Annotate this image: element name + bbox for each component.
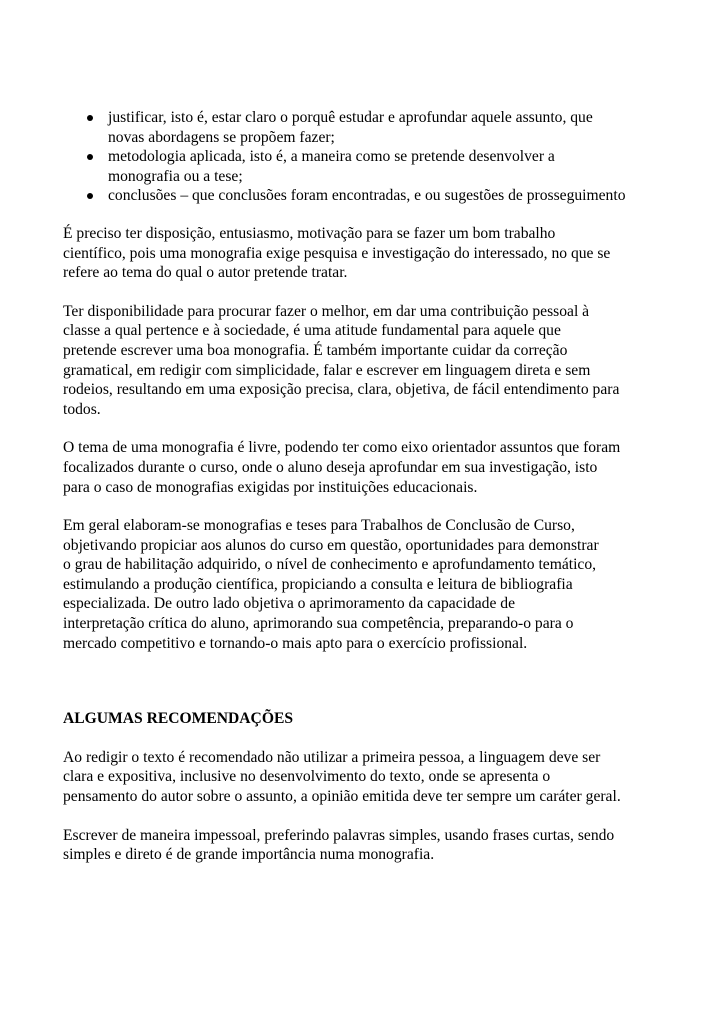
paragraph-line: pensamento do autor sobre o assunto, a opinião emitida deve ter sempre um caráter geral.	[63, 788, 621, 806]
paragraph-line: científico, pois uma monografia exige pesquisa e investigação do interessado, no que se	[63, 244, 611, 262]
paragraph-line: classe a qual pertence e à sociedade, é uma atitude fundamental para aquele que	[63, 322, 561, 340]
paragraph-line: rodeios, resultando em uma exposição precisa, clara, objetiva, de fácil entendimento para	[63, 381, 620, 399]
section-heading: ALGUMAS RECOMENDAÇÕES	[63, 710, 294, 728]
paragraph	[63, 748, 673, 807]
bullet-icon	[87, 115, 93, 121]
paragraph	[63, 516, 673, 653]
paragraph-line: Ao redigir o texto é recomendado não utilizar a primeira pessoa, a linguagem deve ser	[63, 748, 601, 766]
paragraph-line: para o caso de monografias exigidas por instituições educacionais.	[63, 478, 478, 496]
paragraph-line: mercado competitivo e tornando-o mais apto para o exercício profissional.	[63, 634, 528, 652]
paragraph-line: o grau de habilitação adquirido, o nível de conhecimento e aprofundamento temático,	[63, 556, 597, 574]
bullet-icon	[87, 193, 93, 199]
paragraph-line: estimulando a produção científica, propiciando a consulta e leitura de bibliografia	[63, 575, 573, 593]
bullet-icon	[87, 154, 93, 160]
list-item	[108, 108, 673, 147]
paragraph-line: Escrever de maneira impessoal, preferindo palavras simples, usando frases curtas, sendo	[63, 826, 615, 844]
paragraph	[63, 438, 673, 497]
paragraph-line: O tema de uma monografia é livre, podendo ter como eixo orientador assuntos que foram	[63, 439, 621, 457]
paragraph-line: simples e direto é de grande importância numa monografia.	[63, 846, 435, 864]
list-item	[108, 147, 673, 186]
paragraph-line: focalizados durante o curso, onde o aluno deseja aprofundar em sua investigação, isto	[63, 458, 598, 476]
list-item-line: metodologia aplicada, isto é, a maneira como se pretende desenvolver a	[108, 148, 555, 166]
paragraph-line: Em geral elaboram-se monografias e teses para Trabalhos de Conclusão de Curso,	[63, 517, 575, 535]
list-item	[108, 186, 673, 206]
paragraph-line: refere ao tema do qual o autor pretende tratar.	[63, 264, 348, 282]
paragraph-line: clara e expositiva, inclusive no desenvolvimento do texto, onde se apresenta o	[63, 768, 551, 786]
paragraph-line: É preciso ter disposição, entusiasmo, motivação para se fazer um bom trabalho	[63, 224, 556, 242]
paragraph-line: pretende escrever uma boa monografia. É também importante cuidar da correção	[63, 341, 568, 359]
paragraph-line: todos.	[63, 400, 101, 418]
bullet-list	[63, 108, 673, 206]
paragraph-line: gramatical, em redigir com simplicidade, falar e escrever em linguagem direta e sem	[63, 361, 591, 379]
list-item-line: justificar, isto é, estar claro o porquê estudar e aprofundar aquele assunto, que	[108, 109, 593, 126]
paragraph	[63, 302, 673, 420]
paragraph-line: especializada. De outro lado objetiva o aprimoramento da capacidade de	[63, 595, 516, 613]
paragraph	[63, 826, 673, 865]
paragraph-line: objetivando propiciar aos alunos do curso em questão, oportunidades para demonstrar	[63, 536, 599, 554]
document-body	[63, 108, 673, 884]
list-item-line: novas abordagens se propõem fazer;	[108, 128, 335, 146]
paragraph-line: Ter disponibilidade para procurar fazer o melhor, em dar uma contribuição pessoal à	[63, 302, 590, 320]
list-item-line: conclusões – que conclusões foram encontradas, e ou sugestões de prosseguimento	[108, 187, 626, 205]
list-item-line: monografia ou a tese;	[108, 167, 243, 185]
paragraph	[63, 224, 673, 283]
paragraph-line: interpretação crítica do aluno, aprimorando sua competência, preparando-o para o	[63, 615, 574, 633]
